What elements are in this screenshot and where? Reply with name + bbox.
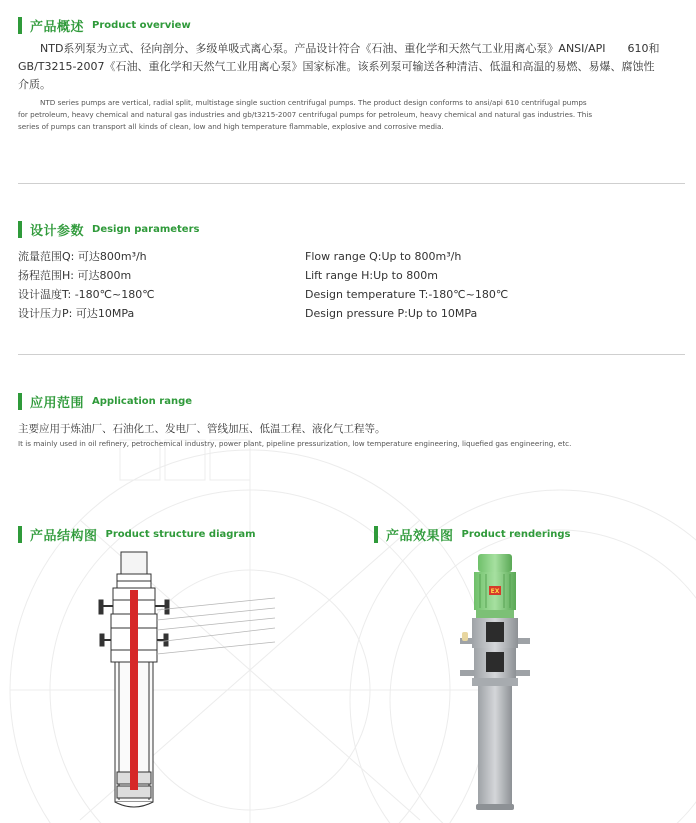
renderings-heading [374,524,570,544]
overview-title-en: Product overview [92,19,191,31]
param-cn-temperature: 设计温度T: -180℃~180℃ [18,288,155,301]
param-cn-lift: 扬程范围H: 可达800m [18,269,132,282]
application-title-en: Application range [92,395,193,407]
param-en-lift: Lift range H:Up to 800m [305,269,438,282]
overview-text-en-3: series of pumps can transport all kinds of clean, low and high temperature flammable, explosive and corrosive media. [18,122,444,131]
param-cn-flow: 流量范围Q: 可达800m³/h [18,250,147,263]
design-heading [18,219,199,239]
structure-title-en: Product structure diagram [105,528,256,540]
renderings-title-en: Product renderings [461,528,571,540]
param-en-pressure: Design pressure P:Up to 10MPa [305,307,478,320]
design-title-cn: 设计参数 [30,223,85,239]
renderings-title-cn: 产品效果图 [386,528,454,544]
structure-diagram [95,550,285,810]
application-text-en: It is mainly used in oil refinery, petrochemical industry, power plant, pipeline pressurization, low temperature engineering, liquefied gas engineering, etc. [18,439,572,448]
structure-title-cn: 产品结构图 [30,528,98,544]
design-title-en: Design parameters [92,223,200,235]
structure-heading [18,524,256,544]
overview-text-cn-3: 介质。 [18,78,51,91]
application-heading [18,391,192,411]
overview-text-cn-2: GB/T3215-2007《石油、重化学和天然气工业用离心泵》国家标准。该系列泵可输送各种清洁、低温和高温的易燃、易爆、腐蚀性 [18,60,655,73]
overview-text-cn-1: NTD系列泵为立式、径向剖分、多级单吸式离心泵。产品设计符合《石油、重化学和天然气工业用离心泵》ANSI/API 610和 [40,42,660,55]
divider [18,354,685,355]
heading-bar [18,221,22,238]
application-title-cn: 应用范围 [30,395,85,411]
overview-text-en-1: NTD series pumps are vertical, radial split, multistage single suction centrifugal pumps. The product design conforms to ansi/api 610 centrifugal pumps [40,98,587,107]
param-en-flow: Flow range Q:Up to 800m³/h [305,250,462,263]
heading-bar [18,526,22,543]
overview-text-en-2: for petroleum, heavy chemical and natural gas industries and gb/t3215-2007 centrifugal pumps for petroleum, heavy chemical and natural gas industries. This [18,110,593,119]
heading-bar [18,17,22,34]
param-en-temperature: Design temperature T:-180℃~180℃ [305,288,509,301]
param-cn-pressure: 设计压力P: 可达10MPa [18,307,135,320]
divider [18,183,685,184]
overview-heading [18,15,191,35]
application-text-cn: 主要应用于炼油厂、石油化工、发电厂、管线加压、低温工程、液化气工程等。 [18,423,386,435]
product-rendering [450,552,540,814]
overview-title-cn: 产品概述 [30,19,85,35]
heading-bar [374,526,378,543]
pump-shaft [130,590,138,790]
heading-bar [18,393,22,410]
ex-badge-label: EX [490,588,500,595]
